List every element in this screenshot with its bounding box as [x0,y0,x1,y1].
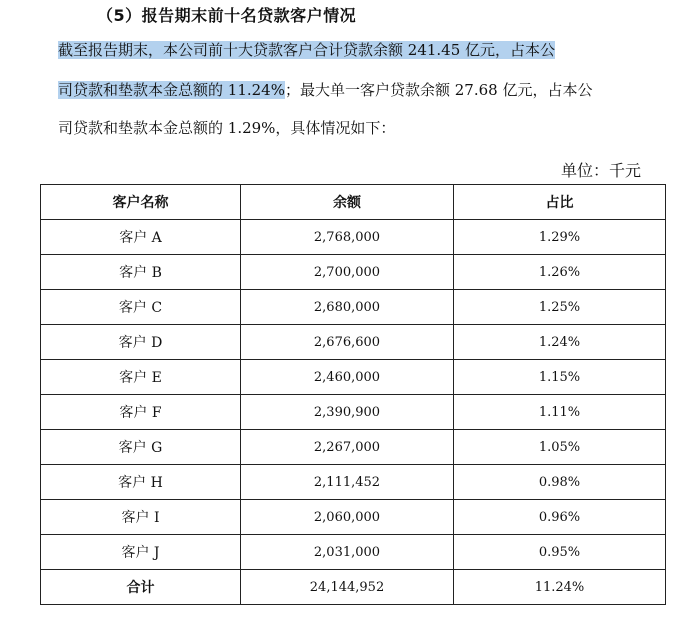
balance-cell: 2,680,000 [241,290,454,325]
customer-name-cell: 客户 C [41,290,241,325]
table-row [41,430,666,465]
total-ratio-cell: 11.24% [454,570,666,605]
column-header-balance: 余额 [241,185,454,220]
customer-name-cell: 客户 E [41,360,241,395]
table-row [41,255,666,290]
table-row [41,290,666,325]
paragraph-line-2 [58,80,592,100]
table-row [41,220,666,255]
table-row [41,325,666,360]
unit-label: 单位：千元 [560,161,641,180]
customer-name-cell: 客户 B [41,255,241,290]
table-row [41,535,666,570]
total-balance-cell: 24,144,952 [241,570,454,605]
balance-cell: 2,031,000 [241,535,454,570]
total-label-cell: 合计 [41,570,241,605]
paragraph-text: ；最大单一客户贷款余额 27.68 亿元，占本公 [284,81,593,99]
table-row [41,360,666,395]
ratio-cell: 1.15% [454,360,666,395]
ratio-cell: 1.05% [454,430,666,465]
ratio-cell: 1.11% [454,395,666,430]
balance-cell: 2,700,000 [241,255,454,290]
ratio-cell: 0.95% [454,535,666,570]
highlighted-text[interactable]: 司贷款和垫款本金总额的 11.24% [58,81,285,99]
section-title: （5）报告期末前十名贷款客户情况 [97,6,357,25]
balance-cell: 2,267,000 [241,430,454,465]
balance-cell: 2,390,900 [241,395,454,430]
top-ten-loan-customers-table [40,184,666,605]
ratio-cell: 0.98% [454,465,666,500]
table-row [41,395,666,430]
ratio-cell: 1.24% [454,325,666,360]
balance-cell: 2,460,000 [241,360,454,395]
customer-name-cell: 客户 G [41,430,241,465]
customer-name-cell: 客户 I [41,500,241,535]
table-row [41,465,666,500]
customer-name-cell: 客户 J [41,535,241,570]
balance-cell: 2,676,600 [241,325,454,360]
customer-name-cell: 客户 H [41,465,241,500]
customer-name-cell: 客户 F [41,395,241,430]
column-header-ratio: 占比 [454,185,666,220]
customer-name-cell: 客户 D [41,325,241,360]
paragraph-line-1 [58,40,555,60]
paragraph-line-3: 司贷款和垫款本金总额的 1.29%，具体情况如下： [58,119,396,137]
ratio-cell: 1.26% [454,255,666,290]
table-header-row [41,185,666,220]
ratio-cell: 0.96% [454,500,666,535]
column-header-customer-name: 客户名称 [41,185,241,220]
balance-cell: 2,111,452 [241,465,454,500]
balance-cell: 2,060,000 [241,500,454,535]
ratio-cell: 1.29% [454,220,666,255]
highlighted-text[interactable]: 截至报告期末，本公司前十大贷款客户合计贷款余额 241.45 亿元，占本公 [58,41,556,59]
customer-name-cell: 客户 A [41,220,241,255]
ratio-cell: 1.25% [454,290,666,325]
table-row [41,500,666,535]
table-total-row [41,570,666,605]
balance-cell: 2,768,000 [241,220,454,255]
